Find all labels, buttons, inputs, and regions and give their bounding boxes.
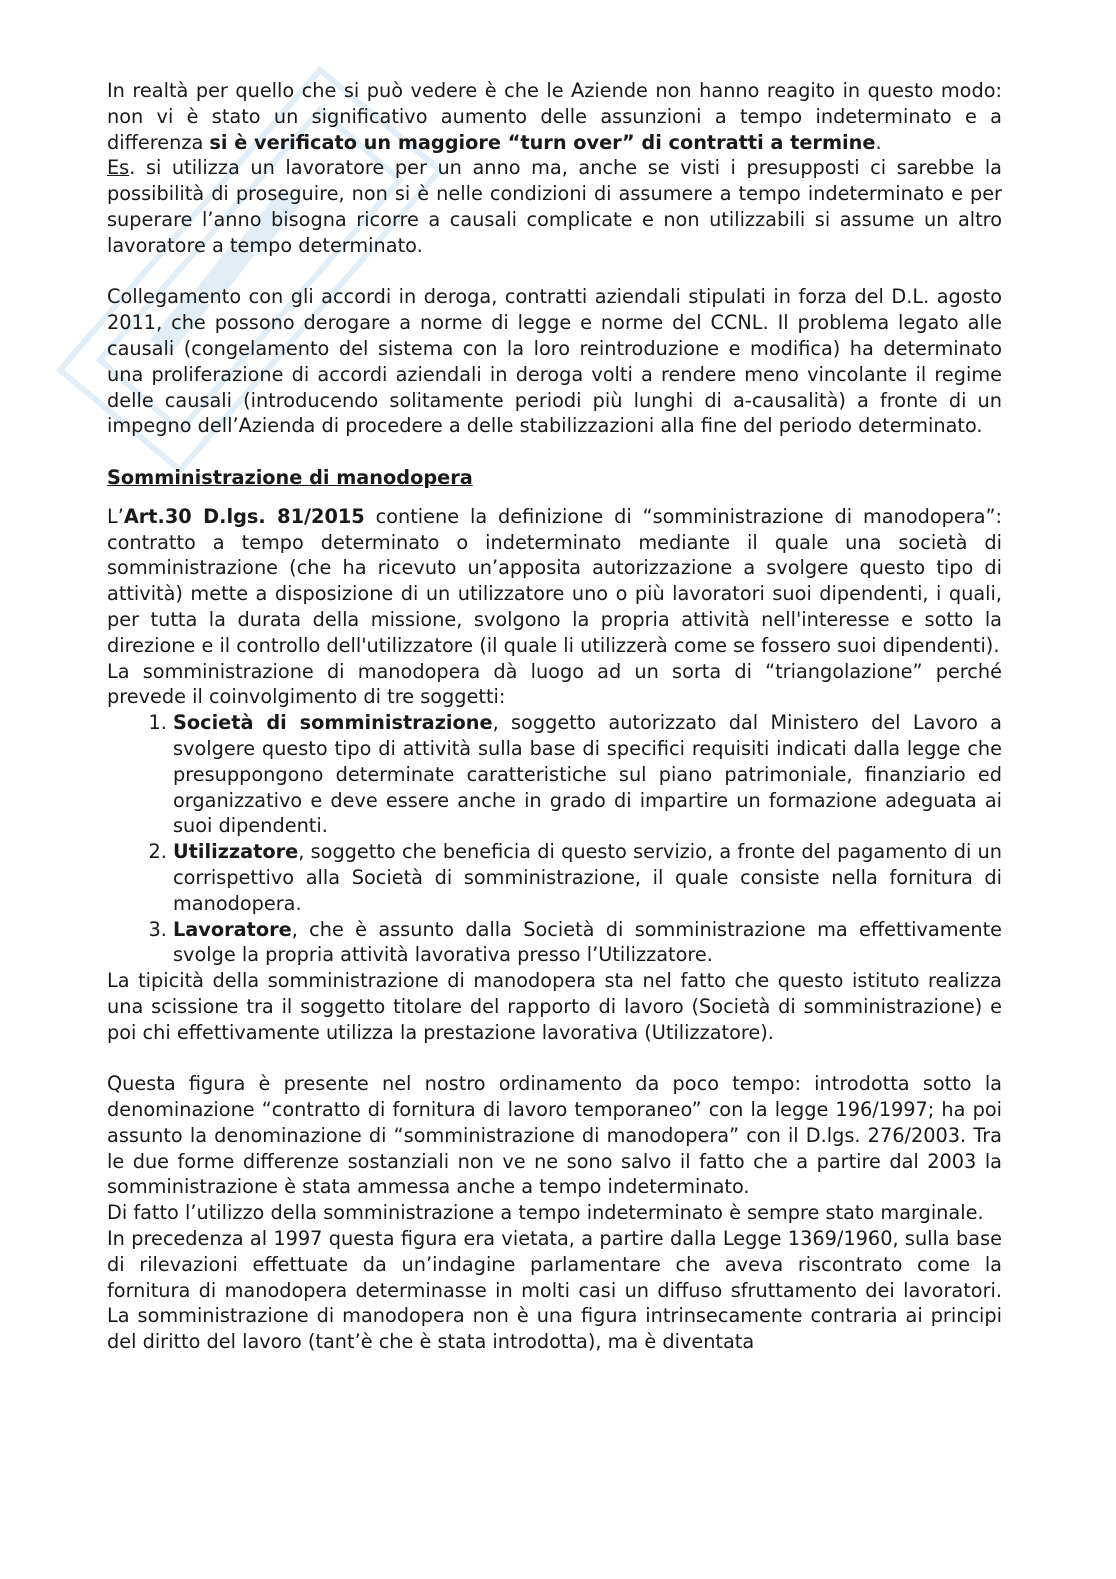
text-span: In realtà per quello che si può vedere è che le Aziende non hanno reagito in questo modo: non vi è stato un significativo aumento delle assunzioni a tempo indeterminato e a differenza [107, 79, 1002, 154]
document-page [107, 78, 1002, 1355]
paragraph-tipicita: La tipicità della somministrazione di manodopera sta nel fatto che questo istituto realizza una scissione tra il soggetto titolare del rapporto di lavoro (Società di somministrazione) e poi chi effettivamente utilizza la prestazione lavorativa (Utilizzatore). [107, 969, 1002, 1044]
list-item-title: Lavoratore [173, 917, 292, 941]
spacer [107, 259, 1002, 285]
list-item [173, 917, 1002, 969]
paragraph-marginale: Di fatto l’utilizzo della somministrazione a tempo indeterminato è sempre stato marginale. [107, 1201, 984, 1225]
list-item-title: Società di somministrazione [173, 711, 493, 735]
paragraph-example [107, 155, 1002, 258]
numbered-list [107, 710, 1002, 968]
paragraph-turn-over [107, 78, 1002, 155]
list-item-text: , che è assunto dalla Società di somministrazione ma effettivamente svolge la propria attività lavorativa presso l’Utilizzatore. [173, 917, 1002, 967]
list-item-title: Utilizzatore [173, 840, 299, 864]
paragraph-definition [107, 504, 1002, 659]
list-item [173, 710, 1002, 839]
paragraph-precedenza: In precedenza al 1997 questa figura era vietata, a partire dalla Legge 1369/1960, sulla base di rilevazioni effettuate da un’indagine parlamentare che aveva riscontrato come la fornitura di manodopera determinasse in molti casi un diffuso sfruttamento dei lavoratori. La somministrazione di manodopera non è una figura intrinsecamente contraria ai principi del diritto del lavoro (tant’è che è stata introdotta), ma è diventata [107, 1227, 1002, 1354]
text-span: . [875, 130, 882, 154]
text-span: L’ [107, 504, 124, 528]
paragraph-accordi-deroga: Collegamento con gli accordi in deroga, contratti aziendali stipulati in forza del D.L. agosto 2011, che possono derogare a norme di legge e norme del CCNL. Il problema legato alle causali (congelamento del sistema con la loro reintroduzione e modifica) ha determinato una proliferazione di accordi aziendali in deroga volti a rendere meno vincolante il regime delle causali (introducendo solitamente periodi più lunghi di a-causalità) a fronte di un impegno dell’Azienda di procedere a delle stabilizzazioni alla fine del periodo determinato. [107, 285, 1002, 438]
spacer [107, 491, 1002, 504]
paragraph-triangolazione: La somministrazione di manodopera dà luogo ad un sorta di “triangolazione” perché prevede il coinvolgimento di tre soggetti: [107, 659, 1002, 709]
spacer [107, 1045, 1002, 1071]
text-span: . si utilizza un lavoratore per un anno ma, anche se visti i presupposti ci sarebbe la possibilità di proseguire, non si è nelle condizioni di assumere a tempo indeterminato e per superare l’anno bisogna ricorre a causali complicate e non utilizzabili si assume un altro lavoratore a tempo determinato. [107, 156, 1002, 257]
list-item [173, 839, 1002, 916]
paragraph-storia: Questa figura è presente nel nostro ordinamento da poco tempo: introdotta sotto la denominazione “contratto di fornitura di lavoro temporaneo” con la legge 196/1997; ha poi assunto la denominazione di “somministrazione di manodopera” con il D.lgs. 276/2003. Tra le due forme differenze sostanziali non ve ne sono salvo il fatto che a partire dal 2003 la somministrazione è stata ammessa anche a tempo indeterminato. [107, 1072, 1002, 1199]
bold-text: si è verificato un maggiore “turn over” di contratti a termine [209, 130, 876, 154]
section-heading: Somministrazione di manodopera [107, 465, 473, 489]
underlined-abbreviation: Es [107, 156, 130, 180]
list-item-text: , soggetto autorizzato dal Ministero del Lavoro a svolgere questo tipo di attività sulla base di specifici requisiti indicati dalla legge che presuppongono determinate caratteristiche sul piano patrimoniale, finanziario ed organizzativo e deve essere anche in grado di impartire un formazione adeguata ai suoi dipendenti. [173, 711, 1002, 838]
text-span: contiene la definizione di “somministrazione di manodopera”: contratto a tempo determinato o indeterminato mediante il quale una società di somministrazione (che ha ricevuto un’apposita autorizzazione a svolgere questo tipo di attività) mette a disposizione di un utilizzatore uno o più lavoratori suoi dipendenti, i quali, per tutta la durata della missione, svolgono la propria attività nell'interesse e sotto la direzione e il controllo dell'utilizzatore (il quale li utilizzerà come se fossero suoi dipendenti). [107, 504, 1002, 657]
spacer [107, 439, 1002, 465]
list-item-text: , soggetto che beneficia di questo servizio, a fronte del pagamento di un corrispettivo alla Società di somministrazione, il quale consiste nella fornitura di manodopera. [173, 840, 1002, 915]
bold-text: Art.30 D.lgs. 81/2015 [123, 504, 365, 528]
